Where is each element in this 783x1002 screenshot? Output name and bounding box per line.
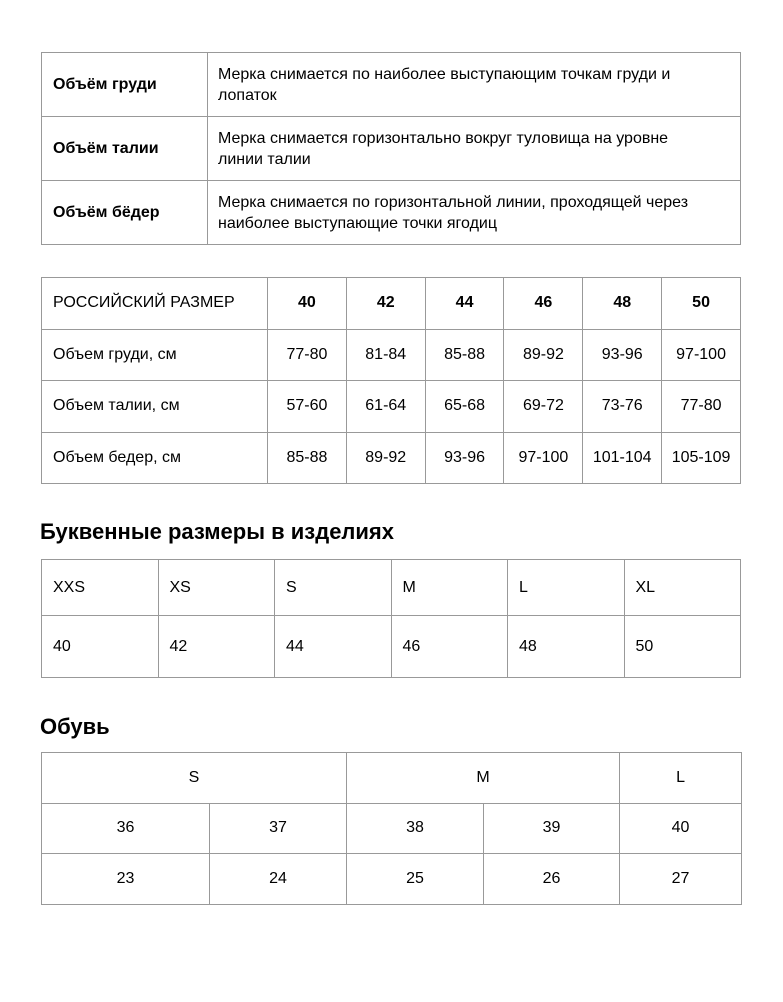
value-cell: 89-92 — [346, 432, 425, 484]
table-header-row — [42, 278, 741, 330]
value-cell: 57-60 — [268, 381, 347, 433]
value-cell: 85-88 — [425, 329, 504, 381]
value-cell: 89-92 — [504, 329, 583, 381]
letter-size-cell: S — [275, 560, 392, 616]
table-row — [42, 53, 741, 117]
shoe-eu-size-cell: 37 — [210, 803, 347, 854]
russian-size-table — [41, 277, 741, 484]
measurement-name: Объём груди — [42, 53, 208, 117]
value-cell: 93-96 — [425, 432, 504, 484]
table-row — [42, 854, 742, 905]
size-header-cell: 50 — [662, 278, 741, 330]
measurement-name: Объём талии — [42, 117, 208, 181]
numeric-size-cell: 46 — [391, 616, 508, 678]
size-guide-page — [0, 52, 783, 905]
table-header-row — [42, 560, 741, 616]
measurement-description: Мерка снимается горизонтально вокруг туловища на уровне линии талии — [208, 117, 741, 181]
shoe-cm-size-cell: 26 — [484, 854, 620, 905]
row-label: Объем груди, см — [42, 329, 268, 381]
letter-size-cell: XL — [624, 560, 741, 616]
shoe-cm-size-cell: 24 — [210, 854, 347, 905]
size-header-cell: 44 — [425, 278, 504, 330]
letter-size-cell: M — [391, 560, 508, 616]
measurement-name: Объём бёдер — [42, 181, 208, 245]
value-cell: 61-64 — [346, 381, 425, 433]
value-cell: 81-84 — [346, 329, 425, 381]
shoe-cm-size-cell: 23 — [42, 854, 210, 905]
value-cell: 105-109 — [662, 432, 741, 484]
value-cell: 65-68 — [425, 381, 504, 433]
table-row — [42, 803, 742, 854]
row-label: Объем талии, см — [42, 381, 268, 433]
value-cell: 77-80 — [662, 381, 741, 433]
table-row — [42, 117, 741, 181]
numeric-size-cell: 42 — [158, 616, 275, 678]
numeric-size-cell: 50 — [624, 616, 741, 678]
shoe-eu-size-cell: 38 — [347, 803, 484, 854]
letter-size-cell: XS — [158, 560, 275, 616]
shoe-cm-size-cell: 27 — [620, 854, 742, 905]
value-cell: 97-100 — [662, 329, 741, 381]
shoe-group-cell: L — [620, 753, 742, 804]
table-row — [42, 329, 741, 381]
numeric-size-cell: 40 — [42, 616, 159, 678]
numeric-size-cell: 44 — [275, 616, 392, 678]
table-row — [42, 381, 741, 433]
shoe-size-table — [41, 752, 742, 905]
value-cell: 69-72 — [504, 381, 583, 433]
value-cell: 93-96 — [583, 329, 662, 381]
row-label: Объем бедер, см — [42, 432, 268, 484]
value-cell: 97-100 — [504, 432, 583, 484]
shoe-cm-size-cell: 25 — [347, 854, 484, 905]
russian-size-header-label: РОССИЙСКИЙ РАЗМЕР — [42, 278, 268, 330]
letter-size-cell: XXS — [42, 560, 159, 616]
shoe-group-cell: S — [42, 753, 347, 804]
letter-sizes-heading: Буквенные размеры в изделиях — [40, 519, 394, 544]
shoe-group-cell: M — [347, 753, 620, 804]
numeric-size-cell: 48 — [508, 616, 625, 678]
shoe-eu-size-cell: 39 — [484, 803, 620, 854]
measurement-description: Мерка снимается по наиболее выступающим точкам груди и лопаток — [208, 53, 741, 117]
size-header-cell: 40 — [268, 278, 347, 330]
measurement-description: Мерка снимается по горизонтальной линии, проходящей через наиболее выступающие точки ягодиц — [208, 181, 741, 245]
letter-size-cell: L — [508, 560, 625, 616]
size-header-cell: 48 — [583, 278, 662, 330]
shoe-eu-size-cell: 36 — [42, 803, 210, 854]
value-cell: 85-88 — [268, 432, 347, 484]
shoe-eu-size-cell: 40 — [620, 803, 742, 854]
value-cell: 73-76 — [583, 381, 662, 433]
letter-size-table — [41, 559, 741, 678]
size-header-cell: 46 — [504, 278, 583, 330]
table-row — [42, 616, 741, 678]
value-cell: 101-104 — [583, 432, 662, 484]
shoes-heading: Обувь — [40, 714, 110, 739]
size-header-cell: 42 — [346, 278, 425, 330]
measurement-definitions-table — [41, 52, 741, 245]
table-row — [42, 432, 741, 484]
value-cell: 77-80 — [268, 329, 347, 381]
table-row — [42, 181, 741, 245]
table-header-row — [42, 753, 742, 804]
